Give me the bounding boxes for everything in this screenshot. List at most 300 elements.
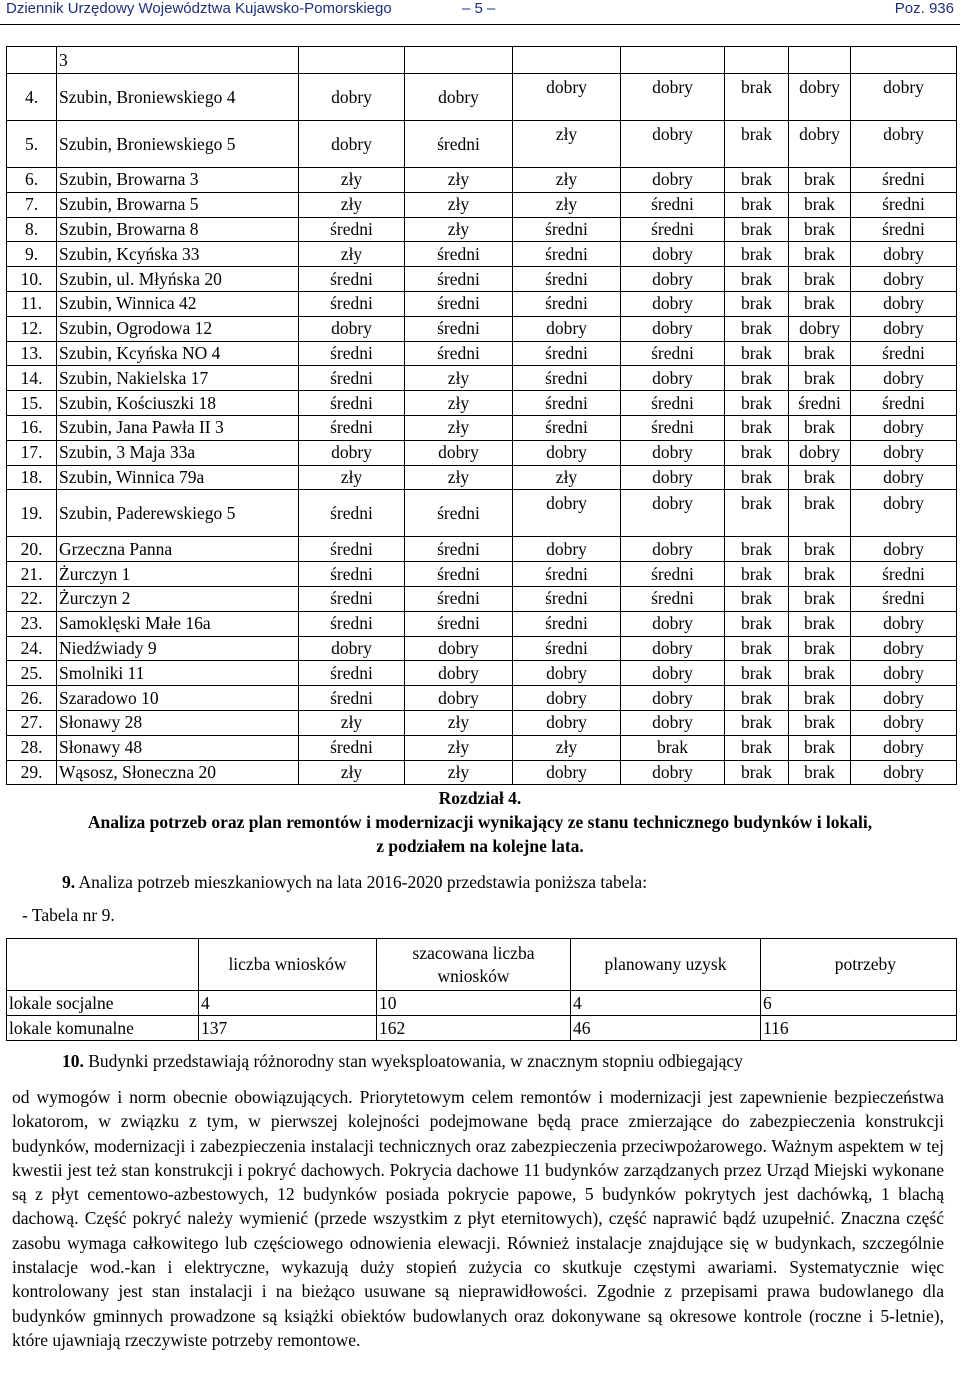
address-cell: Szubin, ul. Młyńska 20 [57, 267, 299, 292]
condition-cell: średni [621, 217, 725, 242]
condition-cell [851, 121, 957, 168]
row-number: 28. [7, 735, 57, 760]
condition-cell: średni [405, 242, 513, 267]
condition-cell: zły [513, 735, 621, 760]
condition-cell: dobry [621, 636, 725, 661]
table-row [7, 415, 957, 440]
condition-cell: średni [299, 661, 405, 686]
condition-cell: dobry [299, 74, 405, 121]
condition-cell: dobry [299, 440, 405, 465]
condition-cell: zły [405, 760, 513, 785]
condition-cell: dobry [621, 291, 725, 316]
condition-cell: średni [621, 586, 725, 611]
header-cell: planowany uzysk [571, 939, 761, 991]
row-number: 14. [7, 366, 57, 391]
building-condition-table [6, 46, 957, 785]
address-cell: Wąsosz, Słoneczna 20 [57, 760, 299, 785]
condition-cell: brak [789, 465, 851, 490]
table-cell: 162 [377, 1016, 571, 1041]
table-cell: 4 [199, 991, 377, 1016]
condition-cell: średni [851, 562, 957, 587]
condition-cell: dobry [621, 316, 725, 341]
table-row [7, 537, 957, 562]
condition-cell: średni [789, 391, 851, 416]
condition-value: dobry [883, 492, 924, 513]
condition-cell: średni [513, 562, 621, 587]
condition-cell: brak [725, 562, 789, 587]
condition-cell: brak [725, 760, 789, 785]
condition-cell: średni [299, 562, 405, 587]
condition-cell: brak [725, 710, 789, 735]
condition-cell: średni [405, 267, 513, 292]
condition-cell: brak [789, 562, 851, 587]
condition-cell: średni [851, 192, 957, 217]
table-row [7, 391, 957, 416]
table-row [7, 611, 957, 636]
condition-cell: dobry [789, 440, 851, 465]
condition-cell: brak [789, 586, 851, 611]
table-row [7, 710, 957, 735]
condition-value: brak [740, 76, 773, 97]
condition-cell: dobry [513, 316, 621, 341]
condition-cell: średni [299, 267, 405, 292]
condition-cell: dobry [851, 686, 957, 711]
condition-cell [621, 121, 725, 168]
condition-cell: dobry [513, 760, 621, 785]
condition-cell: dobry [851, 316, 957, 341]
condition-cell: dobry [621, 537, 725, 562]
condition-cell: brak [789, 291, 851, 316]
condition-cell [725, 74, 789, 121]
paragraph-number: 9. [62, 872, 76, 892]
condition-cell: brak [725, 735, 789, 760]
address-cell: Szubin, Winnica 42 [57, 291, 299, 316]
condition-cell: dobry [621, 366, 725, 391]
condition-cell: dobry [851, 366, 957, 391]
condition-cell: dobry [299, 316, 405, 341]
paragraph-9 [62, 872, 647, 893]
condition-cell: brak [789, 217, 851, 242]
address-cell: Szubin, Browarna 3 [57, 168, 299, 193]
condition-cell: dobry [851, 537, 957, 562]
condition-cell: średni [405, 316, 513, 341]
table-cell: 6 [761, 991, 957, 1016]
condition-cell: średni [299, 341, 405, 366]
table-cell: lokale socjalne [7, 991, 199, 1016]
condition-cell: średni [299, 537, 405, 562]
condition-cell: zły [405, 168, 513, 193]
address-cell: Samoklęski Małe 16a [57, 611, 299, 636]
table-row [7, 735, 957, 760]
address-cell: Szubin, Browarna 8 [57, 217, 299, 242]
address-cell: Szubin, Broniewskiego 4 [57, 74, 299, 121]
condition-cell: średni [513, 415, 621, 440]
table-row [7, 1016, 957, 1041]
condition-cell: średni [851, 341, 957, 366]
table-row [7, 366, 957, 391]
journal-title: Dziennik Urzędowy Województwa Kujawsko-Pomorskiego [6, 0, 392, 17]
condition-cell: średni [851, 217, 957, 242]
condition-cell: brak [725, 636, 789, 661]
condition-cell: brak [725, 217, 789, 242]
condition-cell: średni [299, 611, 405, 636]
chapter-subtitle-line1: Analiza potrzeb oraz plan remontów i modernizacji wynikający ze stanu technicznego budynków i lokali, [87, 812, 873, 832]
address-cell: Szubin, Ogrodowa 12 [57, 316, 299, 341]
condition-cell: średni [299, 217, 405, 242]
condition-cell: dobry [405, 686, 513, 711]
condition-cell: dobry [621, 661, 725, 686]
address-cell: Słonawy 28 [57, 710, 299, 735]
condition-cell [513, 74, 621, 121]
row-number: 17. [7, 440, 57, 465]
condition-cell: brak [789, 341, 851, 366]
condition-cell: brak [789, 661, 851, 686]
row-number: 12. [7, 316, 57, 341]
condition-cell [621, 74, 725, 121]
condition-value: dobry [883, 123, 924, 144]
condition-cell: zły [299, 760, 405, 785]
condition-cell: brak [725, 316, 789, 341]
condition-cell: dobry [513, 537, 621, 562]
table-row [7, 121, 957, 168]
condition-cell: średni [405, 611, 513, 636]
table-cell: 116 [761, 1016, 957, 1041]
condition-cell: zły [405, 415, 513, 440]
condition-cell: zły [513, 168, 621, 193]
condition-cell: dobry [513, 686, 621, 711]
condition-cell: dobry [621, 168, 725, 193]
condition-cell: dobry [405, 661, 513, 686]
condition-cell: brak [621, 735, 725, 760]
header-rule [0, 24, 960, 25]
condition-cell: średni [513, 366, 621, 391]
condition-cell: zły [405, 366, 513, 391]
condition-value: brak [740, 123, 773, 144]
address-cell: Żurczyn 2 [57, 586, 299, 611]
chapter-title: Rozdział 4. [438, 788, 522, 808]
condition-cell: średni [513, 391, 621, 416]
condition-cell: średni [299, 366, 405, 391]
condition-cell: brak [789, 242, 851, 267]
table-row [7, 562, 957, 587]
condition-cell: dobry [851, 710, 957, 735]
condition-cell: dobry [851, 611, 957, 636]
condition-cell [621, 490, 725, 537]
condition-cell: brak [725, 242, 789, 267]
condition-cell: średni [299, 415, 405, 440]
table-row [7, 760, 957, 785]
address-cell: Szubin, Jana Pawła II 3 [57, 415, 299, 440]
table-row [7, 341, 957, 366]
condition-value: dobry [799, 123, 840, 144]
condition-cell: średni [513, 242, 621, 267]
address-cell: Szubin, 3 Maja 33a [57, 440, 299, 465]
condition-cell: dobry [405, 74, 513, 121]
address-cell: Szubin, Kościuszki 18 [57, 391, 299, 416]
address-cell: Niedźwiady 9 [57, 636, 299, 661]
condition-value: dobry [546, 76, 587, 97]
address-cell: Żurczyn 1 [57, 562, 299, 587]
table-row [7, 316, 957, 341]
condition-cell [789, 121, 851, 168]
table-row [7, 192, 957, 217]
header-cell: liczba wniosków [199, 939, 377, 991]
condition-cell: brak [725, 586, 789, 611]
condition-cell: średni [851, 586, 957, 611]
condition-cell: brak [725, 661, 789, 686]
condition-cell: średni [621, 562, 725, 587]
condition-cell: średni [405, 341, 513, 366]
table-row [7, 47, 957, 74]
condition-cell: zły [405, 192, 513, 217]
paragraph-10 [62, 1051, 743, 1072]
condition-cell: dobry [299, 121, 405, 168]
address-cell: Smolniki 11 [57, 661, 299, 686]
page-number: – 5 – [462, 0, 496, 17]
condition-value: dobry [799, 76, 840, 97]
condition-cell: brak [789, 267, 851, 292]
condition-cell: dobry [851, 440, 957, 465]
condition-cell: zły [299, 192, 405, 217]
condition-cell: średni [513, 636, 621, 661]
condition-cell: brak [725, 686, 789, 711]
condition-value: brak [740, 492, 773, 513]
header-cell: szacowana liczba wniosków [377, 939, 571, 991]
header-cell [7, 939, 199, 991]
condition-cell: zły [405, 465, 513, 490]
condition-cell: zły [299, 710, 405, 735]
address-fragment: 3 [57, 47, 299, 74]
condition-cell: dobry [513, 710, 621, 735]
chapter-subtitle-line2: z podziałem na kolejne lata. [376, 836, 584, 856]
condition-cell: brak [725, 611, 789, 636]
condition-cell: zły [299, 242, 405, 267]
condition-cell: średni [621, 341, 725, 366]
condition-cell: zły [513, 465, 621, 490]
condition-cell: brak [725, 192, 789, 217]
condition-cell: średni [299, 490, 405, 537]
condition-cell: brak [789, 168, 851, 193]
condition-cell: brak [789, 366, 851, 391]
row-number: 9. [7, 242, 57, 267]
row-number: 19. [7, 490, 57, 537]
row-number: 18. [7, 465, 57, 490]
table-cell: 137 [199, 1016, 377, 1041]
table-row [7, 490, 957, 537]
condition-cell: średni [513, 586, 621, 611]
condition-value: dobry [652, 123, 693, 144]
condition-cell [513, 490, 621, 537]
paragraph-text: Budynki przedstawiają różnorodny stan wyeksploatowania, w znacznym stopniu odbiegający [83, 1051, 743, 1071]
condition-cell: brak [789, 415, 851, 440]
condition-cell: brak [725, 537, 789, 562]
condition-cell [851, 74, 957, 121]
condition-cell: dobry [851, 636, 957, 661]
condition-cell: brak [789, 611, 851, 636]
condition-cell: dobry [851, 242, 957, 267]
condition-value: dobry [652, 76, 693, 97]
condition-cell: średni [405, 291, 513, 316]
condition-cell: brak [725, 291, 789, 316]
condition-cell: dobry [851, 661, 957, 686]
condition-cell: dobry [621, 611, 725, 636]
condition-cell [851, 490, 957, 537]
row-number: 8. [7, 217, 57, 242]
condition-cell: dobry [851, 291, 957, 316]
row-number: 5. [7, 121, 57, 168]
paragraph-number: 10. [62, 1051, 84, 1071]
condition-cell: brak [725, 440, 789, 465]
header-cell: potrzeby [761, 939, 957, 991]
condition-cell [789, 490, 851, 537]
condition-cell: dobry [851, 415, 957, 440]
row-number: 24. [7, 636, 57, 661]
table-header-row [7, 939, 957, 991]
table-row [7, 661, 957, 686]
condition-cell: brak [789, 636, 851, 661]
address-cell: Szaradowo 10 [57, 686, 299, 711]
condition-cell: zły [513, 192, 621, 217]
condition-cell: dobry [851, 735, 957, 760]
condition-cell: średni [513, 341, 621, 366]
address-cell: Szubin, Kcyńska 33 [57, 242, 299, 267]
condition-cell: brak [725, 391, 789, 416]
row-number: 4. [7, 74, 57, 121]
table-row [7, 636, 957, 661]
condition-cell: średni [405, 537, 513, 562]
table-row [7, 586, 957, 611]
condition-cell: brak [789, 760, 851, 785]
condition-cell: zły [405, 217, 513, 242]
row-number: 15. [7, 391, 57, 416]
condition-cell: średni [621, 391, 725, 416]
table-cell: 46 [571, 1016, 761, 1041]
paragraph-text: Analiza potrzeb mieszkaniowych na lata 2016-2020 przedstawia poniższa tabela: [75, 872, 648, 892]
position-number: Poz. 936 [894, 0, 954, 17]
condition-value: dobry [546, 492, 587, 513]
housing-needs-table [6, 938, 957, 1041]
body-paragraph: od wymogów i norm obecnie obowiązujących. Priorytetowym celem remontów i modernizacji jest zapewnienie bezpieczeństwa lokatorom, w związku z tym, w pierwszej kolejności podejmowane będą prace zmierzające do zabezpieczenia konstrukcji budynków, modernizacji i zabezpieczenia instalacji technicznych oraz zabezpieczenia przeciwpożarowego. Ważnym aspektem w tej kwestii jest też stan konstrukcji i pokryć dachowych. Pokrycia dachowe 11 budynków zarządzanych przez Urząd Miejski wykonane są z płyt cementowo-azbestowych, 12 budynków posiada pokrycie papowe, 5 budynków pokrytych jest dachówką, 1 blachą dachową. Część pokryć należy wymienić (przede wszystkim z płyt eternitowych), część naprawić bądź uzupełnić. Znaczna część zasobu wymaga całkowitego lub częściowego odnowienia elewacji. Również instalacje znajdujące się w budynkach, szczególnie instalacje wod.-kan i elektryczne, wykazują duży stopień zużycia co skutkuje częstymi awariami. Systematycznie więc kontrolowany jest stan instalacji i na bieżąco usuwane są nieprawidłowości. Zgodnie z przepisami prawa budowlanego dla budynków gminnych prowadzone są książki obiektów budowlanych oraz dokonywane są okresowe kontrole (roczne i 5-letnie), które ujawniają rzeczywiste potrzeby remontowe. [12, 1087, 944, 1350]
condition-cell: brak [789, 686, 851, 711]
condition-cell: średni [851, 168, 957, 193]
row-number: 10. [7, 267, 57, 292]
condition-cell: brak [789, 735, 851, 760]
table-cell: lokale komunalne [7, 1016, 199, 1041]
condition-cell: średni [513, 291, 621, 316]
address-cell: Szubin, Browarna 5 [57, 192, 299, 217]
condition-value: zły [555, 123, 578, 144]
condition-cell: brak [789, 537, 851, 562]
condition-cell: dobry [621, 242, 725, 267]
table-row [7, 217, 957, 242]
condition-cell: dobry [299, 636, 405, 661]
condition-cell: średni [621, 415, 725, 440]
condition-cell: średni [851, 391, 957, 416]
condition-cell: średni [513, 217, 621, 242]
condition-cell: dobry [789, 316, 851, 341]
row-number: 16. [7, 415, 57, 440]
row-number: 23. [7, 611, 57, 636]
table-row [7, 242, 957, 267]
row-number: 25. [7, 661, 57, 686]
condition-cell: średni [405, 586, 513, 611]
condition-cell: dobry [621, 760, 725, 785]
row-number: 20. [7, 537, 57, 562]
address-cell: Słonawy 48 [57, 735, 299, 760]
address-cell: Grzeczna Panna [57, 537, 299, 562]
row-number: 11. [7, 291, 57, 316]
condition-cell: średni [405, 490, 513, 537]
condition-cell: dobry [513, 440, 621, 465]
condition-cell: zły [299, 168, 405, 193]
condition-cell: zły [405, 391, 513, 416]
row-number: 13. [7, 341, 57, 366]
condition-cell: zły [405, 710, 513, 735]
condition-cell: średni [405, 562, 513, 587]
condition-cell [789, 74, 851, 121]
condition-cell: brak [725, 415, 789, 440]
condition-cell: średni [299, 291, 405, 316]
condition-cell: dobry [621, 686, 725, 711]
condition-cell: dobry [405, 636, 513, 661]
row-number: 29. [7, 760, 57, 785]
condition-cell: brak [725, 168, 789, 193]
condition-cell: dobry [851, 267, 957, 292]
condition-value: dobry [883, 76, 924, 97]
condition-cell: dobry [851, 760, 957, 785]
condition-cell [513, 121, 621, 168]
condition-cell [725, 121, 789, 168]
address-cell: Szubin, Kcyńska NO 4 [57, 341, 299, 366]
condition-cell: brak [789, 710, 851, 735]
condition-cell: średni [299, 686, 405, 711]
condition-cell: brak [725, 341, 789, 366]
condition-value: brak [803, 492, 836, 513]
condition-cell: brak [725, 366, 789, 391]
condition-value: dobry [652, 492, 693, 513]
table-label: - Tabela nr 9. [22, 905, 115, 925]
condition-cell: średni [299, 391, 405, 416]
row-number: 27. [7, 710, 57, 735]
table-row [7, 991, 957, 1016]
table-row [7, 74, 957, 121]
table-cell: 10 [377, 991, 571, 1016]
condition-cell: dobry [621, 710, 725, 735]
condition-cell: brak [789, 192, 851, 217]
condition-cell: dobry [621, 465, 725, 490]
address-cell: Szubin, Paderewskiego 5 [57, 490, 299, 537]
condition-cell: średni [405, 121, 513, 168]
row-number: 6. [7, 168, 57, 193]
condition-cell: dobry [621, 267, 725, 292]
row-number: 26. [7, 686, 57, 711]
condition-cell: brak [725, 267, 789, 292]
address-cell: Szubin, Broniewskiego 5 [57, 121, 299, 168]
condition-cell: średni [513, 611, 621, 636]
condition-cell: średni [621, 192, 725, 217]
condition-cell: średni [513, 267, 621, 292]
table-cell: 4 [571, 991, 761, 1016]
table-row [7, 291, 957, 316]
table-row [7, 168, 957, 193]
table-row [7, 686, 957, 711]
condition-cell: brak [725, 465, 789, 490]
condition-cell: dobry [621, 440, 725, 465]
table-row [7, 440, 957, 465]
table-row [7, 465, 957, 490]
row-number: 22. [7, 586, 57, 611]
row-number: 21. [7, 562, 57, 587]
